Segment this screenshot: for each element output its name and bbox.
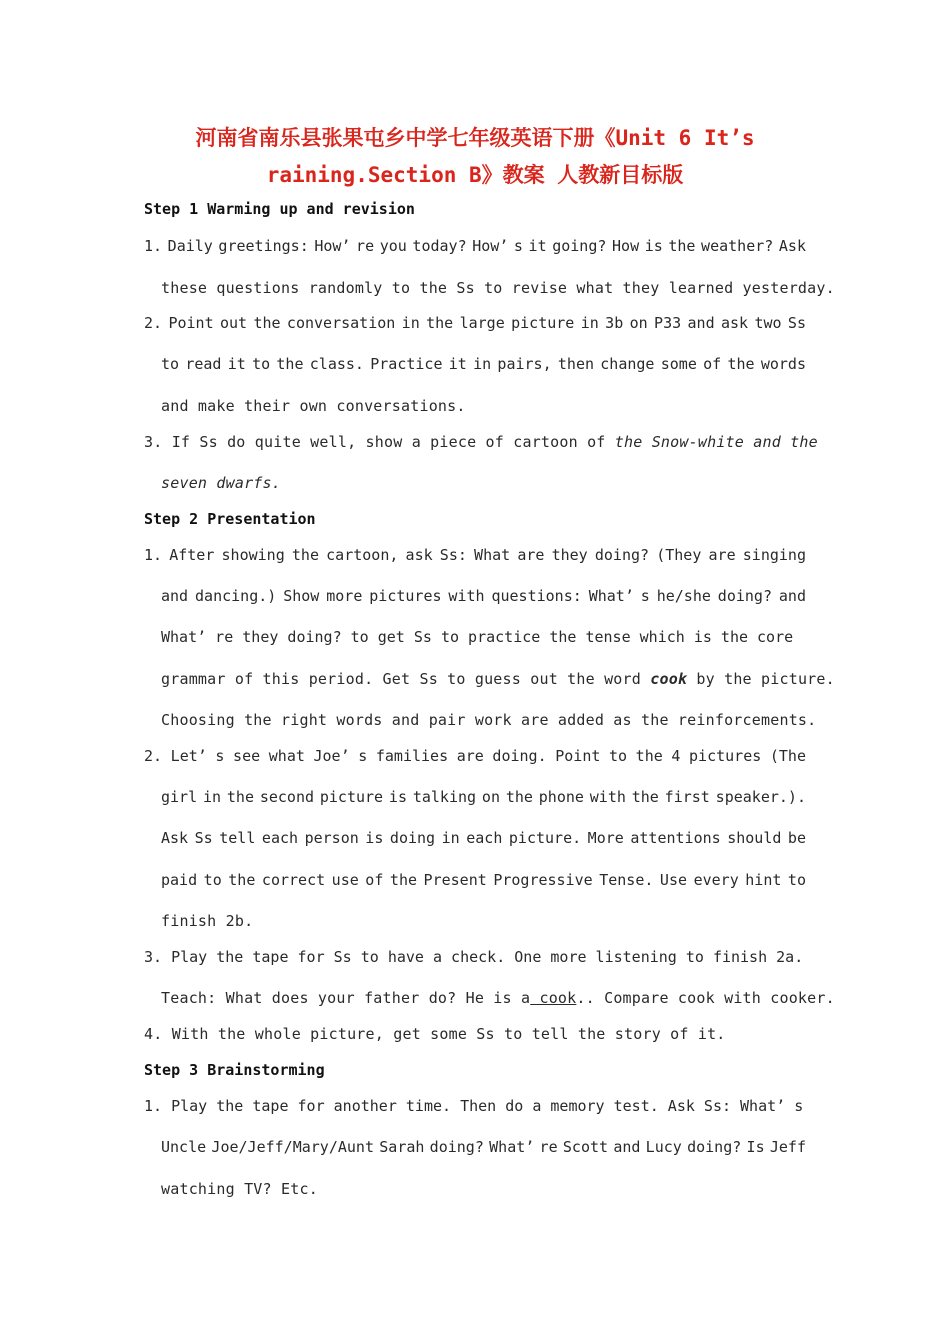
step-1-heading: Step 1 Warming up and revision (144, 200, 415, 218)
step2-item2-line4: paid to the correct use of the Present Progressive Tense. Use every hint to (161, 871, 806, 889)
document-title-line-2: raining.Section B》教案 人教新目标版 (266, 163, 684, 187)
step2-item2-line2: girl in the second picture is talking on the phone with the first speaker.). (161, 788, 806, 806)
step2-item1-line4 (161, 670, 835, 688)
step3-item1-line1: 1. Play the tape for another time. Then do a memory test. Ask Ss: What’ s (144, 1097, 804, 1115)
step1-item2-line3: and make their own conversations. (161, 397, 466, 415)
step2-item1-line2: and dancing.) Show more pictures with questions: What’ s he/she doing? and (161, 587, 806, 605)
step-3-heading: Step 3 Brainstorming (144, 1061, 325, 1079)
document-title-line-1: 河南省南乐县张果屯乡中学七年级英语下册《Unit 6 It’s (195, 126, 755, 150)
step1-item1-line2: these questions randomly to the Ss to revise what they learned yesterday. (161, 279, 835, 297)
step2-item1-line3: What’ re they doing? to get Ss to practice the tense which is the core (161, 628, 794, 646)
step1-item2-line2: to read it to the class. Practice it in pairs, then change some of the words (161, 355, 806, 373)
step1-item3-italic-title: the Snow-white and the (614, 433, 818, 451)
step2-underlined-cook: cook (530, 989, 577, 1007)
step2-item2-line1: 2. Let’ s see what Joe’ s families are doing. Point to the 4 pictures (The (144, 747, 806, 765)
step2-item1-line4-b: by the picture. (687, 670, 835, 688)
step1-item3-line1 (144, 433, 818, 451)
step1-item2-line1: 2. Point out the conversation in the large picture in 3b on P33 and ask two Ss (144, 314, 806, 332)
step-2-heading: Step 2 Presentation (144, 510, 316, 528)
step2-keyword-cook: cook (650, 670, 688, 688)
step3-item1-line3: watching TV? Etc. (161, 1180, 318, 1198)
step2-item1-line5: Choosing the right words and pair work are added as the reinforcements. (161, 711, 817, 729)
step1-item3-line2: seven dwarfs. (161, 474, 281, 492)
step1-item1-line1: 1. Daily greetings: How’ re you today? How’ s it going? How is the weather? Ask (144, 237, 806, 255)
step2-item3-line2-b: .. Compare cook with cooker. (576, 989, 835, 1007)
step2-item4-line1: 4. With the whole picture, get some Ss to tell the story of it. (144, 1025, 726, 1043)
step3-item1-line2: Uncle Joe/Jeff/Mary/Aunt Sarah doing? What’ re Scott and Lucy doing? Is Jeff (161, 1138, 806, 1156)
step2-item3-line2-a: Teach: What does your father do? He is a (161, 989, 531, 1007)
step2-item3-line1: 3. Play the tape for Ss to have a check. One more listening to finish 2a. (144, 948, 804, 966)
step2-item3-line2 (161, 989, 835, 1007)
step2-item1-line1: 1. After showing the cartoon, ask Ss: What are they doing? (They are singing (144, 546, 806, 564)
step1-item3-text: 3. If Ss do quite well, show a piece of cartoon of (144, 433, 615, 451)
step2-item1-line4-a: grammar of this period. Get Ss to guess out the word (161, 670, 651, 688)
step2-item2-line3: Ask Ss tell each person is doing in each picture. More attentions should be (161, 829, 806, 847)
step2-item2-line5: finish 2b. (161, 912, 254, 930)
